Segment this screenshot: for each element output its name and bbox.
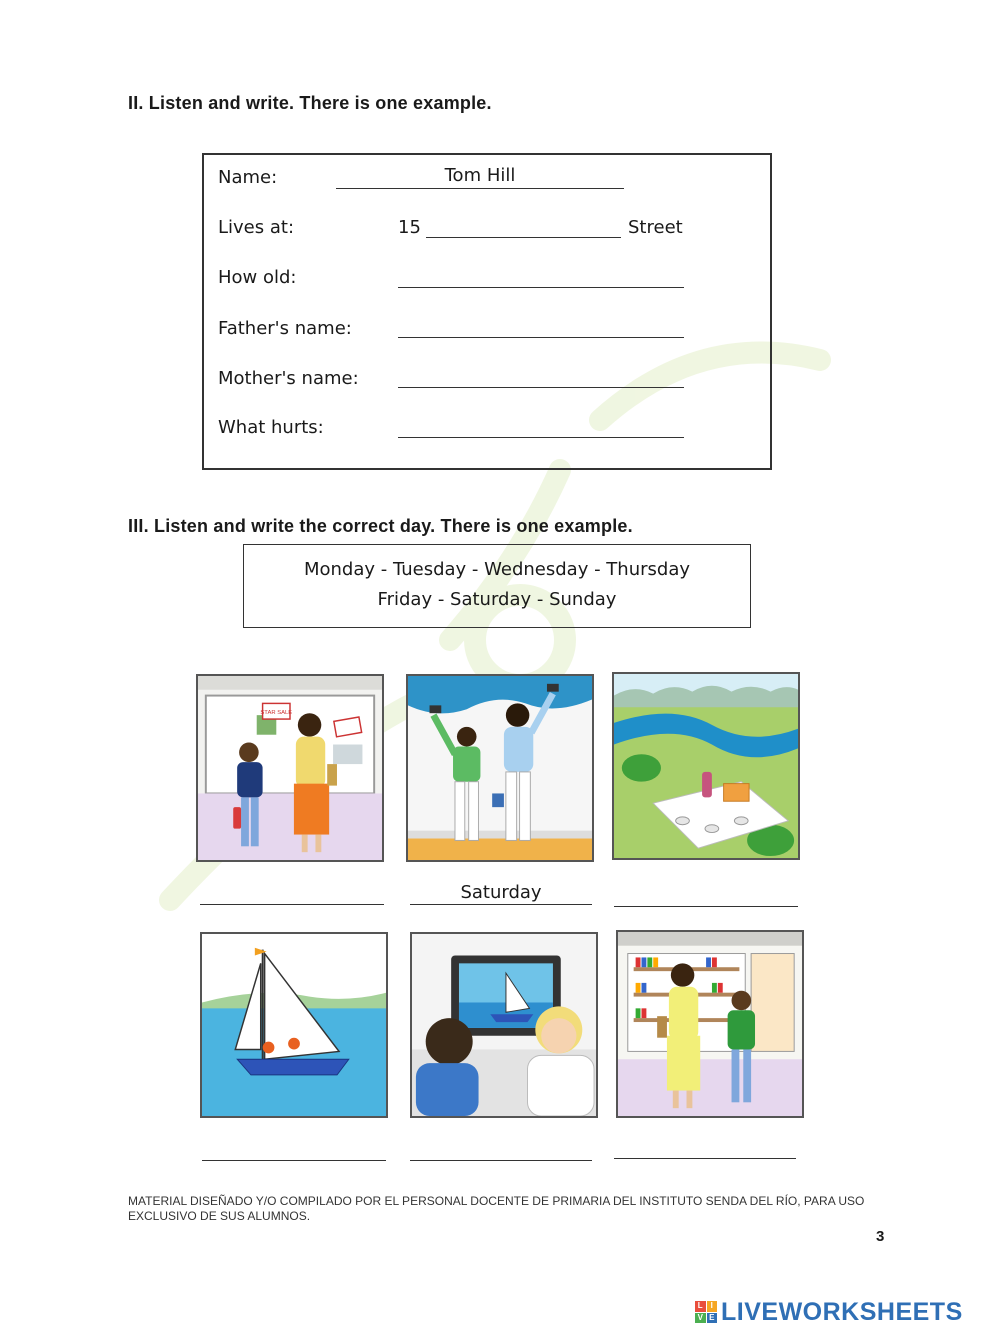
days-line-2: Friday - Saturday - Sunday xyxy=(377,589,617,610)
lives-at-number: 15 xyxy=(398,217,421,238)
lives-at-label: Lives at: xyxy=(218,217,295,238)
answer-line-painting xyxy=(410,904,592,905)
mothers-name-line xyxy=(398,387,684,388)
personal-info-form xyxy=(202,153,772,470)
picture-painting-wall xyxy=(406,674,594,862)
liveworksheets-text: LIVEWORKSHEETS xyxy=(721,1297,963,1326)
shop-sign-text: STAR SALE xyxy=(260,710,293,717)
liveworksheets-logo-icon xyxy=(695,1301,717,1323)
how-old-line xyxy=(398,287,684,288)
page-number: 3 xyxy=(876,1228,885,1245)
answer-line-bookshop xyxy=(614,1158,796,1159)
picture-sailing-boat xyxy=(200,932,388,1118)
picture-bookshop xyxy=(616,930,804,1118)
what-hurts-line xyxy=(398,437,684,438)
lives-at-line xyxy=(426,237,621,238)
logo-letter-i: I xyxy=(707,1301,718,1312)
mothers-name-label: Mother's name: xyxy=(218,368,359,389)
picture-watching-tv xyxy=(410,932,598,1118)
section-2-heading: II. Listen and write. There is one example. xyxy=(128,93,492,113)
answer-line-tv xyxy=(410,1160,592,1161)
logo-letter-l: L xyxy=(695,1301,706,1312)
picture-picnic-by-river xyxy=(612,672,800,860)
what-hurts-label: What hurts: xyxy=(218,417,324,438)
how-old-label: How old: xyxy=(218,267,297,288)
lives-at-street: Street xyxy=(628,217,683,238)
days-word-bank xyxy=(243,544,751,628)
name-line xyxy=(336,188,624,189)
footer-disclaimer: MATERIAL DISEÑADO Y/O COMPILADO POR EL PERSONAL DOCENTE DE PRIMARIA DEL INSTITUTO SENDA DEL RÍO, PARA USO EXCLUSIVO DE SUS ALUMNOS. xyxy=(128,1194,865,1223)
answer-painting[interactable]: Saturday xyxy=(460,882,542,903)
days-line-1: Monday - Tuesday - Wednesday - Thursday xyxy=(303,559,690,580)
logo-letter-v: V xyxy=(695,1313,706,1324)
logo-letter-e: E xyxy=(707,1313,718,1324)
fathers-name-label: Father's name: xyxy=(218,318,352,339)
answer-line-picnic xyxy=(614,906,798,907)
section-3-heading: III. Listen and write the correct day. There is one example. xyxy=(128,516,633,536)
name-value[interactable]: Tom Hill xyxy=(444,165,516,186)
liveworksheets-brand[interactable] xyxy=(695,1296,963,1328)
name-label: Name: xyxy=(218,167,278,188)
answer-line-sailing xyxy=(202,1160,386,1161)
fathers-name-line xyxy=(398,337,684,338)
answer-line-shopping xyxy=(200,904,384,905)
picture-shopping xyxy=(196,674,384,862)
